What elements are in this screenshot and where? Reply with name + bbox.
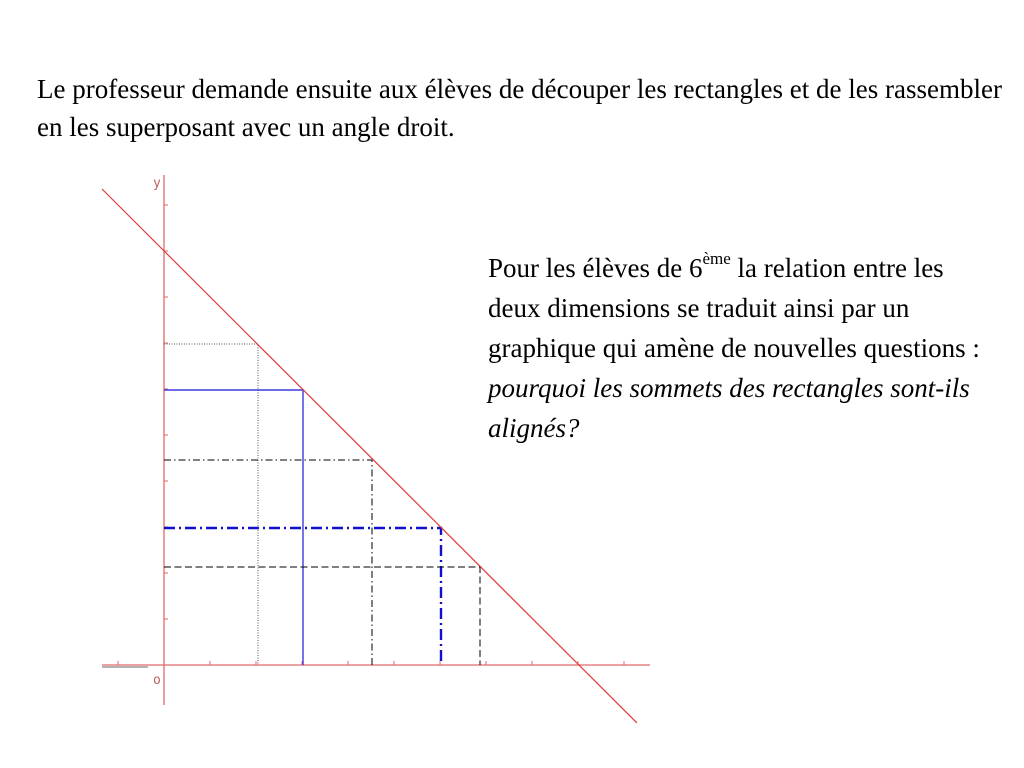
rectangle-dashdot-black [164,460,372,665]
side-text-part2: la relation entre les deux dimensions se traduit ainsi par un graphique qui amène de nouvelles questions : [488,253,980,363]
y-axis-label: y [153,176,161,191]
side-text-superscript: ème [702,249,731,268]
intro-paragraph: Le professeur demande ensuite aux élèves de découper les rectangles et de les rassembler en les superposant avec un angle droit. [37,74,1002,142]
rectangle-dotted [164,344,258,665]
side-text-question: pourquoi les sommets des rectangles sont-ils alignés? [488,373,970,443]
origin-label: o [153,673,161,688]
rectangle-dashed [164,567,480,665]
vertex-line [102,189,637,723]
side-text-part1: Pour les élèves de 6 [488,253,703,283]
axes [102,175,650,705]
